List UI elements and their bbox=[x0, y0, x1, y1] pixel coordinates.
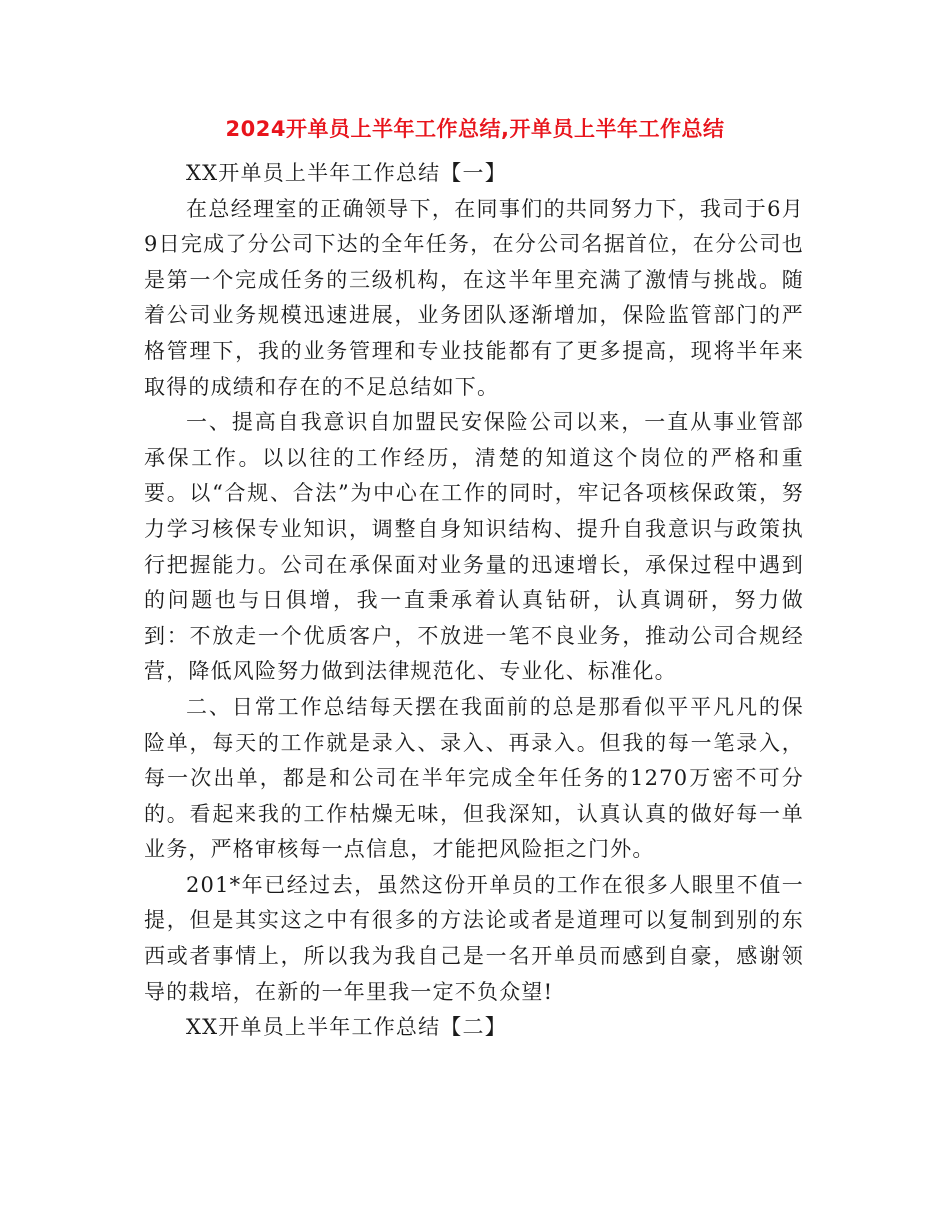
section-heading-2: XX开单员上半年工作总结【二】 bbox=[186, 1015, 507, 1040]
paragraph-self-awareness: 一、提高自我意识自加盟民安保险公司以来，一直从事业管部承保工作。以以往的工作经历，清楚的知道这个岗位的严格和重要。以“合规、合法”为中心在工作的同时，牢记各项核保政策，努力学习核保专业知识，调整自身知识结构、提升自我意识与政策执行把握能力。公司在承保面对业务量的迅速增长，承保过程中遇到的问题也与日俱增，我一直秉承着认真钻研，认真调研，努力做到：不放走一个优质客户，不放进一笔不良业务，推动公司合规经营，降低风险努力做到法律规范化、专业化、标准化。 bbox=[144, 410, 804, 684]
paragraph-conclusion: 201*年已经过去，虽然这份开单员的工作在很多人眼里不值一提，但是其实这之中有很多的方法论或者是道理可以复制到别的东西或者事情上，所以我为我自己是一名开单员而感到自豪，感谢领导的栽培，在新的一年里我一定不负众望! bbox=[144, 872, 804, 1004]
paragraph-intro: 在总经理室的正确领导下，在同事们的共同努力下，我司于6月9日完成了分公司下达的全年任务，在分公司名据首位，在分公司也是第一个完成任务的三级机构，在这半年里充满了激情与挑战。随着公司业务规模迅速进展，业务团队逐渐增加，保险监管部门的严格管理下，我的业务管理和专业技能都有了更多提高，现将半年来取得的成绩和存在的不足总结如下。 bbox=[144, 196, 804, 399]
document-title: 2024开单员上半年工作总结,开单员上半年工作总结 bbox=[225, 117, 725, 141]
section-heading-1: XX开单员上半年工作总结【一】 bbox=[186, 161, 507, 185]
document-body bbox=[144, 156, 804, 1046]
paragraph-daily-work: 二、日常工作总结每天摆在我面前的总是那看似平平凡凡的保险单，每天的工作就是录入、录入、再录入。但我的每一笔录入，每一次出单，都是和公司在半年完成全年任务的1270万密不可分的。看起来我的工作枯燥无味，但我深知，认真认真的做好每一单业务，严格审核每一点信息，才能把风险拒之门外。 bbox=[144, 694, 804, 862]
